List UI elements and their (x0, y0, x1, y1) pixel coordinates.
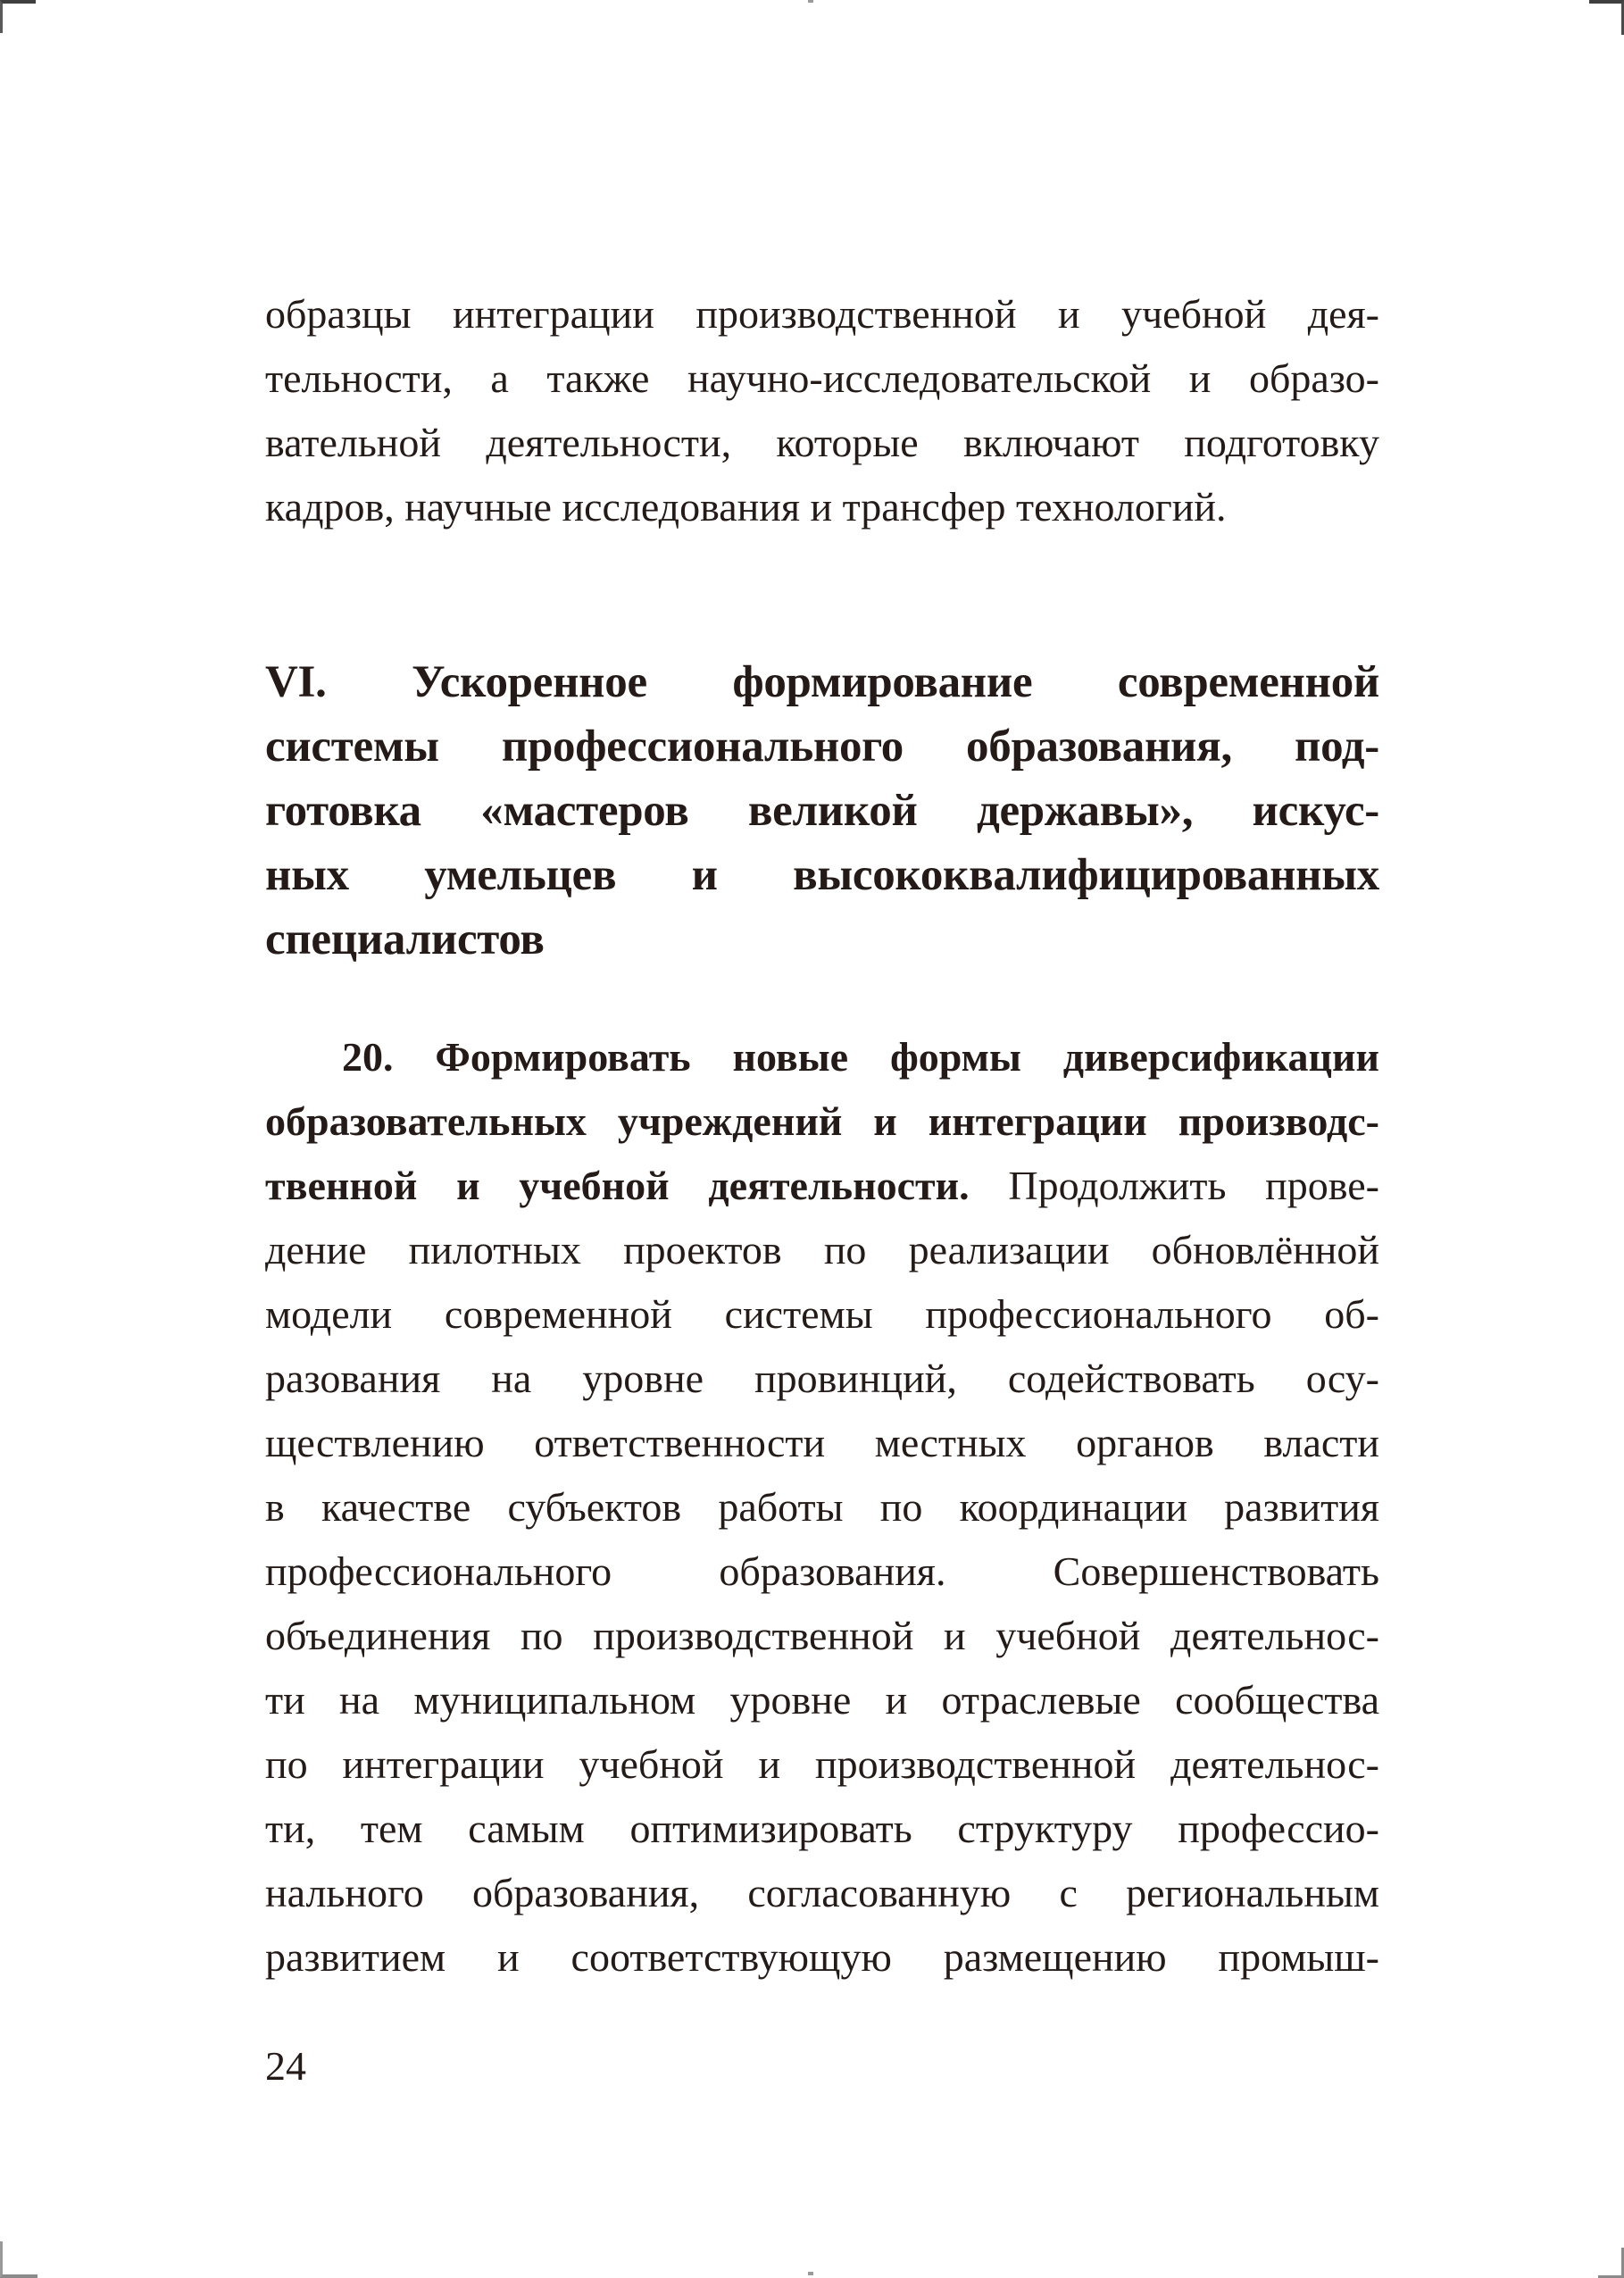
text-segment: образцы интеграции производственной и учебной дея- (265, 291, 1379, 337)
bold-text-segment: ных умельцев и высококвалифицированных (265, 850, 1379, 900)
scan-corner-mark-top-left (0, 0, 36, 33)
text-line (265, 1089, 1379, 1154)
text-line (265, 714, 1379, 779)
section-vi-heading (265, 650, 1379, 972)
bold-text-segment: готовка «мастеров великой державы», искус- (265, 786, 1379, 836)
text-line (265, 779, 1379, 843)
text-line (265, 1218, 1379, 1282)
bold-text-segment: системы профессионального образования, под- (265, 722, 1379, 772)
text-segment: объединения по производственной и учебной деятельнос- (265, 1613, 1379, 1658)
text-segment: ти, тем самым оптимизировать структуру профессио- (265, 1806, 1379, 1851)
text-line (265, 346, 1379, 411)
scan-corner-mark-bottom-right (1598, 2248, 1624, 2278)
page-content (265, 282, 1379, 1990)
text-line (265, 907, 1379, 972)
scan-speck-top (808, 0, 813, 3)
text-segment: Продолжить прове- (1008, 1163, 1379, 1208)
text-line (265, 1411, 1379, 1475)
page-number: 24 (265, 2043, 306, 2089)
bold-text-segment: VI. Ускоренное формирование современной (265, 657, 1379, 707)
text-segment: развитием и соответствующую размещению промыш- (265, 1934, 1379, 1980)
text-segment: ти на муниципальном уровне и отраслевые сообщества (265, 1677, 1379, 1723)
text-line (265, 650, 1379, 714)
text-line (265, 1282, 1379, 1347)
text-segment: в качестве субъектов работы по координации развития (265, 1484, 1379, 1530)
text-segment: профессионального образования. Совершенствовать (265, 1548, 1379, 1594)
scan-corner-mark-top-right (1589, 0, 1624, 35)
paragraph-20 (265, 1025, 1379, 1990)
text-segment: разования на уровне провинций, содействовать осу- (265, 1356, 1379, 1401)
text-line (265, 475, 1379, 539)
text-line (265, 282, 1379, 346)
text-line (265, 1475, 1379, 1540)
scan-speck-bottom (808, 2272, 813, 2275)
bold-text-segment: 20. Формировать новые формы диверсификации (342, 1034, 1379, 1080)
text-line (265, 1668, 1379, 1732)
bold-text-segment: образовательных учреждений и интеграции производс- (265, 1098, 1379, 1144)
text-segment: кадров, научные исследования и трансфер технологий. (265, 484, 1227, 530)
text-segment: по интеграции учебной и производственной деятельнос- (265, 1741, 1379, 1787)
text-line (265, 1347, 1379, 1411)
text-line (265, 1604, 1379, 1668)
bold-text-segment: специалистов (265, 914, 545, 964)
bold-text-segment: твенной и учебной деятельности. (265, 1163, 1009, 1208)
text-line (265, 1797, 1379, 1861)
paragraph-continuation (265, 282, 1379, 539)
text-segment: нального образования, согласованную с региональным (265, 1870, 1379, 1915)
text-line (265, 843, 1379, 907)
text-segment: ществлению ответственности местных органов власти (265, 1420, 1379, 1465)
text-segment: тельности, а также научно-исследовательской и образо- (265, 355, 1379, 401)
text-line (265, 1732, 1379, 1797)
text-line (265, 1540, 1379, 1604)
text-segment: вательной деятельности, которые включают подготовку (265, 420, 1379, 465)
scan-corner-mark-bottom-left (0, 2241, 37, 2278)
text-line (265, 1025, 1379, 1089)
text-line (265, 1154, 1379, 1218)
text-segment: дение пилотных проектов по реализации обновлённой (265, 1227, 1379, 1273)
text-line (265, 1925, 1379, 1990)
text-line (265, 411, 1379, 475)
text-line (265, 1861, 1379, 1925)
text-segment: модели современной системы профессионального об- (265, 1291, 1379, 1337)
